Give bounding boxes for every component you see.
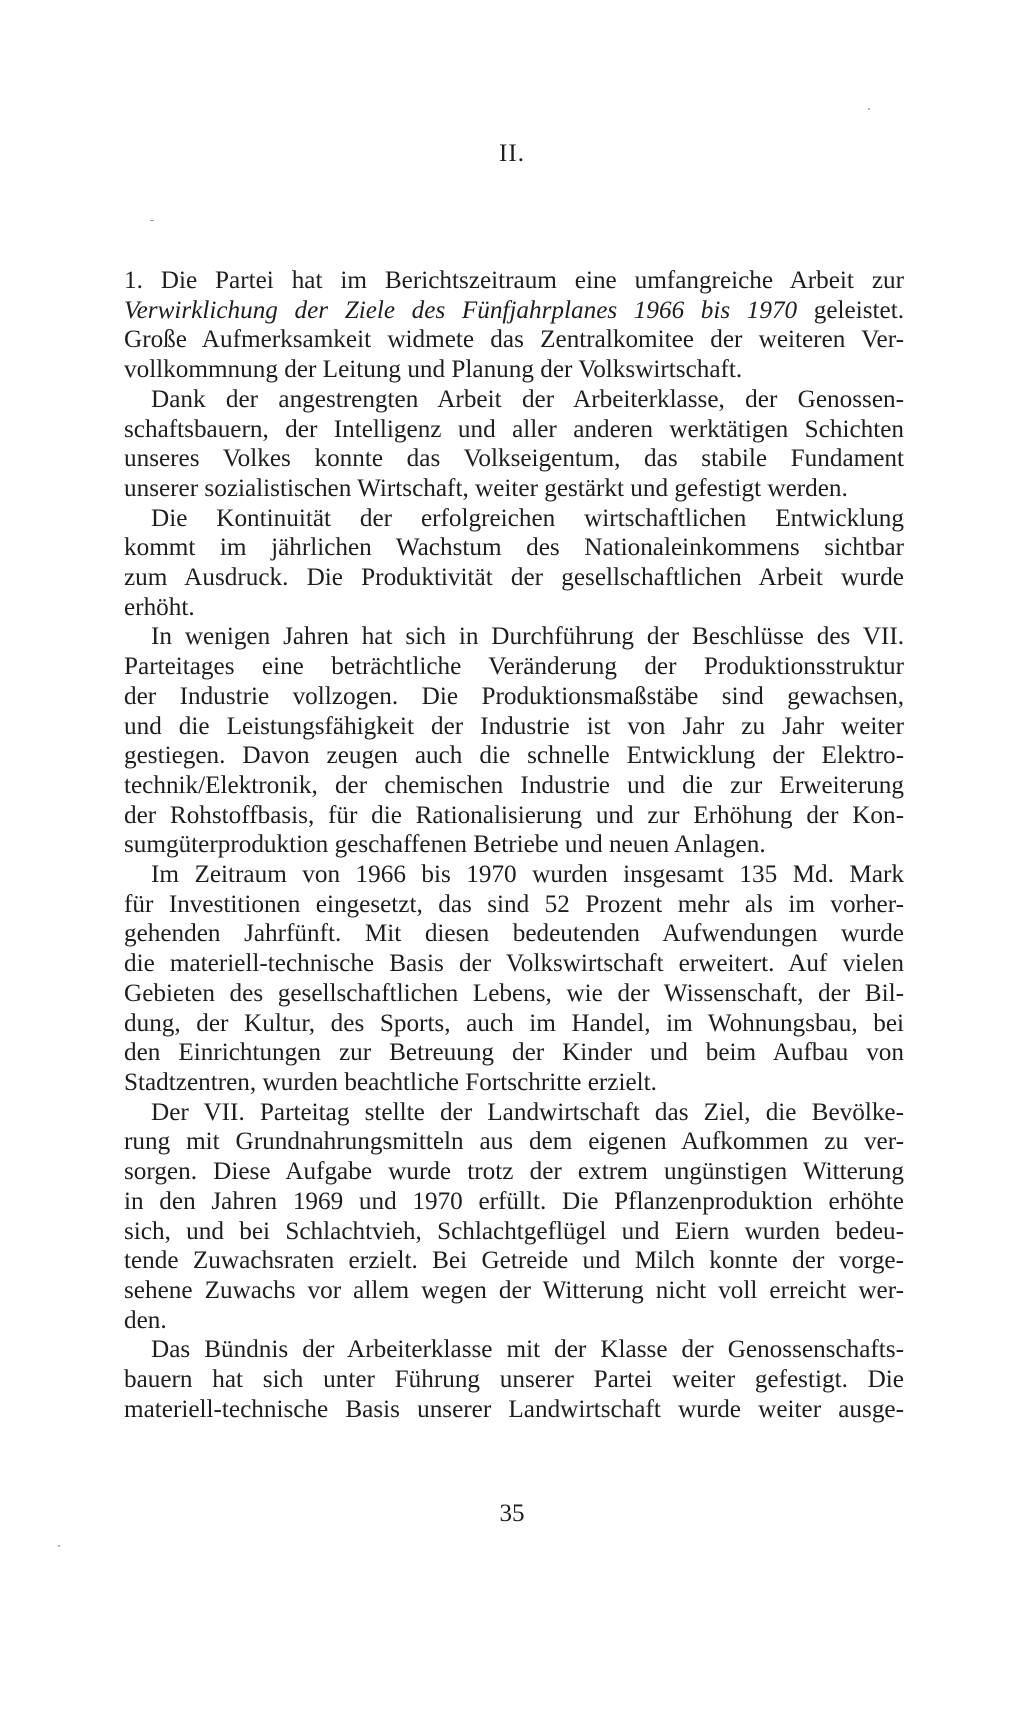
text-run: sumgüterproduktion geschaffenen Betriebe und neuen Anlagen. xyxy=(124,831,766,859)
text-run: sorgen. Diese Aufgabe wurde trotz der extrem ungünstigen Witterung xyxy=(124,1158,904,1186)
text-run: kommt im jährlichen Wachstum des Nationaleinkommens sichtbar xyxy=(124,534,904,562)
paragraph xyxy=(124,385,904,504)
text-line xyxy=(124,1306,904,1336)
text-run: Gebieten des gesellschaftlichen Lebens, wie der Wissenschaft, der Bil- xyxy=(124,979,904,1007)
text-run: geleistet. xyxy=(797,296,904,324)
paper-speck xyxy=(150,220,154,221)
text-run: Parteitages eine beträchtliche Veränderung der Produktionsstruktur xyxy=(124,653,904,681)
text-line xyxy=(124,563,904,593)
text-line xyxy=(124,741,904,771)
paragraph xyxy=(124,1098,904,1336)
text-line xyxy=(124,266,904,296)
paragraph xyxy=(124,504,904,623)
text-line xyxy=(124,890,904,920)
text-line xyxy=(124,949,904,979)
paper-speck xyxy=(868,108,870,110)
text-run: der Rohstoffbasis, für die Rationalisierung und zur Erhöhung der Kon- xyxy=(124,801,904,829)
text-run: erhöht. xyxy=(124,593,195,621)
text-line xyxy=(124,1276,904,1306)
text-line xyxy=(124,1365,904,1395)
text-line xyxy=(124,1038,904,1068)
text-line xyxy=(124,504,904,534)
text-run: der Industrie vollzogen. Die Produktionsmaßstäbe sind gewachsen, xyxy=(124,682,904,710)
text-run: Dank der angestrengten Arbeit der Arbeiterklasse, der Genossen- xyxy=(151,385,904,413)
text-run: unseres Volkes konnte das Volkseigentum, das stabile Fundament xyxy=(124,445,904,473)
text-line xyxy=(124,1217,904,1247)
text-line xyxy=(124,1098,904,1128)
text-line xyxy=(124,1395,904,1425)
text-line xyxy=(124,830,904,860)
text-run: dung, der Kultur, des Sports, auch im Handel, im Wohnungsbau, bei xyxy=(124,1009,904,1037)
text-run: sehene Zuwachs vor allem wegen der Witterung nicht voll erreicht wer- xyxy=(124,1276,904,1304)
text-line xyxy=(124,622,904,652)
text-run: für Investitionen eingesetzt, das sind 52 Prozent mehr als im vorher- xyxy=(124,890,904,918)
text-run: den. xyxy=(124,1306,167,1334)
paragraph xyxy=(124,860,904,1098)
text-line xyxy=(124,979,904,1009)
text-run: Große Aufmerksamkeit widmete das Zentralkomitee der weiteren Ver- xyxy=(124,326,904,354)
text-run: unserer sozialistischen Wirtschaft, weiter gestärkt und gefestigt werden. xyxy=(124,474,848,502)
text-line xyxy=(124,801,904,831)
text-run: bauern hat sich unter Führung unserer Partei weiter gefestigt. Die xyxy=(124,1366,904,1394)
text-run: und die Leistungsfähigkeit der Industrie ist von Jahr zu Jahr weiter xyxy=(124,712,904,740)
text-run: gehenden Jahrfünft. Mit diesen bedeutenden Aufwendungen wurde xyxy=(124,920,904,948)
text-run: den Einrichtungen zur Betreuung der Kinder und beim Aufbau von xyxy=(124,1039,904,1067)
text-line xyxy=(124,712,904,742)
text-line xyxy=(124,325,904,355)
text-line xyxy=(124,385,904,415)
text-line xyxy=(124,593,904,623)
text-line xyxy=(124,771,904,801)
paragraph xyxy=(124,1335,904,1424)
text-line xyxy=(124,1068,904,1098)
text-run: Der VII. Parteitag stellte der Landwirtschaft das Ziel, die Bevölke- xyxy=(151,1098,904,1126)
text-run: Stadtzentren, wurden beachtliche Fortschritte erzielt. xyxy=(124,1068,657,1096)
text-run: In wenigen Jahren hat sich in Durchführung der Beschlüsse des VII. xyxy=(151,623,904,651)
text-run: gestiegen. Davon zeugen auch die schnelle Entwicklung der Elektro- xyxy=(124,742,904,770)
text-line xyxy=(124,533,904,563)
paragraph xyxy=(124,266,904,385)
text-run: zum Ausdruck. Die Produktivität der gesellschaftlichen Arbeit wurde xyxy=(124,564,904,592)
text-line xyxy=(124,682,904,712)
text-line xyxy=(124,1246,904,1276)
text-run: technik/Elektronik, der chemischen Industrie und die zur Erweiterung xyxy=(124,771,904,799)
text-run: materiell-technische Basis unserer Landwirtschaft wurde weiter ausge- xyxy=(124,1395,904,1423)
text-run: sich, und bei Schlachtvieh, Schlachtgeflügel und Eiern wurden bedeu- xyxy=(124,1217,904,1245)
text-line xyxy=(124,1157,904,1187)
text-run: vollkommnung der Leitung und Planung der Volkswirtschaft. xyxy=(124,356,743,384)
section-heading: II. xyxy=(499,140,525,167)
paragraph xyxy=(124,622,904,860)
text-line xyxy=(124,415,904,445)
text-run: rung mit Grundnahrungsmitteln aus dem eigenen Aufkommen zu ver- xyxy=(124,1128,904,1156)
text-line xyxy=(124,1335,904,1365)
text-run: Die Kontinuität der erfolgreichen wirtschaftlichen Entwicklung xyxy=(151,504,904,532)
text-run: in den Jahren 1969 und 1970 erfüllt. Die Pflanzenproduktion erhöhte xyxy=(124,1187,904,1215)
text-line xyxy=(124,919,904,949)
text-run: die materiell-technische Basis der Volkswirtschaft erweitert. Auf vielen xyxy=(124,950,904,978)
text-line xyxy=(124,1127,904,1157)
text-run: schaftsbauern, der Intelligenz und aller anderen werktätigen Schichten xyxy=(124,415,904,443)
text-line xyxy=(124,355,904,385)
text-line xyxy=(124,296,904,326)
text-line xyxy=(124,474,904,504)
text-run: 1. Die Partei hat im Berichtszeitraum eine umfangreiche Arbeit zur xyxy=(124,267,904,294)
text-line xyxy=(124,652,904,682)
text-run: Das Bündnis der Arbeiterklasse mit der Klasse der Genossenschafts- xyxy=(151,1336,904,1364)
text-line xyxy=(124,1187,904,1217)
text-line xyxy=(124,860,904,890)
page-number: 35 xyxy=(499,1500,525,1527)
paper-speck xyxy=(58,1545,60,1547)
text-line xyxy=(124,444,904,474)
text-line xyxy=(124,1009,904,1039)
text-run: Im Zeitraum von 1966 bis 1970 wurden insgesamt 135 Md. Mark xyxy=(151,861,904,889)
text-run: tende Zuwachsraten erzielt. Bei Getreide und Milch konnte der vorge- xyxy=(124,1247,904,1275)
italic-text: Verwirklichung der Ziele des Fünfjahrplanes 1966 bis 1970 xyxy=(124,296,798,324)
body-text xyxy=(124,266,904,1424)
